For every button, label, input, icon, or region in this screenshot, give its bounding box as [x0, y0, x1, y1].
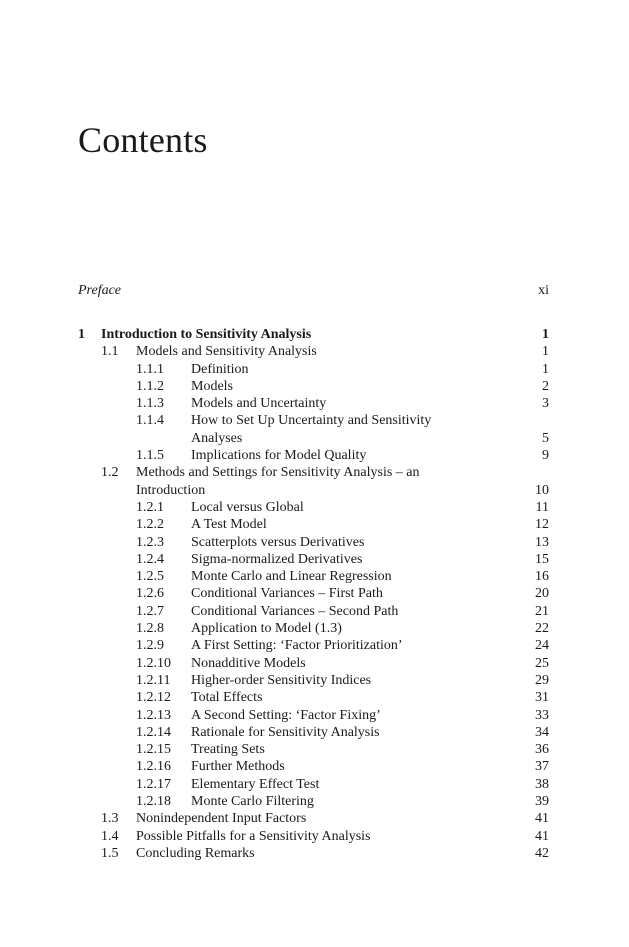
toc-entry-title: Total Effects	[191, 690, 263, 706]
toc-entry-page-number: 29	[535, 672, 549, 688]
toc-entry-title: Implications for Model Quality	[191, 448, 367, 464]
toc-entry-page-number: 41	[535, 811, 549, 827]
toc-entry-preface	[78, 282, 549, 300]
toc-entry-page-number: 34	[535, 724, 549, 740]
toc-entry-chapter	[78, 326, 549, 343]
toc-entry-subsection	[78, 793, 549, 810]
toc-entry-page-number: 20	[535, 586, 549, 602]
toc-entry-page-number: 33	[535, 707, 549, 723]
toc-entry-subsection	[78, 395, 549, 412]
toc-entry-title: Elementary Effect Test	[191, 776, 320, 792]
toc-entry-number: 1.1.5	[136, 448, 164, 464]
toc-entry-number: 1.3	[101, 811, 119, 827]
toc-entry-title: A Test Model	[191, 517, 267, 533]
toc-entry-subsection	[78, 672, 549, 689]
toc-entry-subsection	[78, 758, 549, 775]
toc-entry-subsection	[78, 568, 549, 585]
toc-entry-page-number: 16	[535, 569, 549, 585]
toc-entry-title: Models and Uncertainty	[191, 396, 327, 412]
toc-entry-page-number: 5	[542, 430, 549, 446]
toc-entry-section	[78, 828, 549, 845]
toc-entry-title: Higher-order Sensitivity Indices	[191, 672, 372, 688]
toc-entry-title: Introduction to Sensitivity Analysis	[101, 327, 312, 342]
toc-entry-subsection	[78, 620, 549, 637]
toc-entry-page-number: 21	[535, 603, 549, 619]
toc-entry-subsection	[78, 689, 549, 706]
toc-entry-number: 1.2.9	[136, 638, 164, 654]
toc-entry-title: Further Methods	[191, 759, 285, 775]
toc-entry-page-number: 31	[535, 690, 549, 706]
toc-entry-number: 1.2.14	[136, 724, 171, 740]
toc-entry-title: Models and Sensitivity Analysis	[136, 344, 317, 360]
toc-entry-number: 1.2.2	[136, 517, 164, 533]
toc-entry-number: 1.1	[101, 344, 119, 360]
toc-entry-subsection	[78, 655, 549, 672]
toc-entry-page-number: 1	[542, 327, 549, 342]
toc-entry-page-number: 37	[535, 759, 549, 775]
toc-entry-number: 1.2.15	[136, 742, 171, 758]
toc-entry-title: Local versus Global	[191, 499, 304, 515]
toc-entry-number: 1.4	[101, 828, 119, 844]
toc-entry-title: Monte Carlo and Linear Regression	[191, 569, 392, 585]
toc-entry-title: A Second Setting: ‘Factor Fixing’	[191, 707, 381, 723]
toc-entry-title: A First Setting: ‘Factor Prioritization’	[191, 638, 403, 654]
toc-entry-subsection	[78, 603, 549, 620]
toc-entry-title: Rationale for Sensitivity Analysis	[191, 724, 380, 740]
toc-entry-subsection	[78, 447, 549, 464]
toc-entry-section	[78, 343, 549, 360]
toc-entry-subsection	[78, 637, 549, 654]
toc-entry-title: Possible Pitfalls for a Sensitivity Analysis	[136, 828, 371, 844]
toc-entry-page-number: 1	[542, 344, 549, 360]
toc-entry-number: 1.2.11	[136, 672, 171, 688]
toc-entry-page-number: 1	[542, 361, 549, 377]
toc-entry-subsection	[78, 516, 549, 533]
toc-entry-page-number: 41	[535, 828, 549, 844]
toc-entry-number: 1.2.3	[136, 534, 164, 550]
toc-entry-subsection	[78, 707, 549, 724]
toc-entry-page-number: 15	[535, 551, 549, 567]
toc-entry-title: How to Set Up Uncertainty and Sensitivity Analyses	[191, 413, 432, 446]
toc-entry-subsection	[78, 585, 549, 602]
toc-entry-page-number: 3	[542, 396, 549, 412]
toc-entry-number: 1.2.1	[136, 499, 164, 515]
toc-entry-title: Models	[191, 378, 233, 394]
toc-entry-title: Methods and Settings for Sensitivity Analysis – an Introduction	[136, 465, 420, 498]
toc-entry-title: Conditional Variances – First Path	[191, 586, 383, 602]
toc-entry-subsection	[78, 361, 549, 378]
toc-entry-number: 1.2.4	[136, 551, 164, 567]
toc-entry-subsection	[78, 724, 549, 741]
preface-label: Preface	[78, 283, 122, 298]
toc-entry-number: 1.1.3	[136, 396, 164, 412]
toc-entry-number: 1.2.18	[136, 794, 171, 810]
toc-entry-number: 1.2.17	[136, 776, 171, 792]
toc-entry-title: Monte Carlo Filtering	[191, 794, 314, 810]
toc-entry-number: 1.2.16	[136, 759, 171, 775]
toc-entry-number: 1.2.12	[136, 690, 171, 706]
toc-entry-section	[78, 845, 549, 862]
toc-entry-number: 1.2.6	[136, 586, 164, 602]
toc-entry-page-number: 24	[535, 638, 549, 654]
toc-entry-number: 1.2	[101, 465, 119, 481]
toc-entry-title: Sigma-normalized Derivatives	[191, 551, 363, 567]
toc-entry-page-number: 11	[535, 499, 549, 515]
toc-entry-title: Conditional Variances – Second Path	[191, 603, 399, 619]
toc-entry-title: Scatterplots versus Derivatives	[191, 534, 365, 550]
toc-entry-subsection	[78, 499, 549, 516]
toc-entry-title: Nonadditive Models	[191, 655, 306, 671]
table-of-contents	[78, 326, 549, 862]
toc-entry-page-number: 2	[542, 378, 549, 394]
toc-entry-subsection	[78, 378, 549, 395]
toc-entry-subsection	[78, 412, 549, 447]
toc-entry-number: 1.1.2	[136, 378, 164, 394]
toc-entry-title: Application to Model (1.3)	[191, 621, 342, 637]
toc-entry-subsection	[78, 534, 549, 551]
toc-entry-title: Nonindependent Input Factors	[136, 811, 307, 827]
toc-entry-section	[78, 464, 549, 499]
toc-entry-subsection	[78, 551, 549, 568]
toc-entry-number: 1.2.7	[136, 603, 164, 619]
toc-entry-title: Concluding Remarks	[136, 845, 255, 861]
toc-entry-subsection	[78, 741, 549, 758]
toc-entry-page-number: 22	[535, 621, 549, 637]
toc-entry-page-number: 38	[535, 776, 549, 792]
toc-entry-subsection	[78, 776, 549, 793]
toc-entry-page-number: 12	[535, 517, 549, 533]
toc-entry-number: 1.2.13	[136, 707, 171, 723]
toc-entry-page-number: 36	[535, 742, 549, 758]
toc-entry-page-number: 25	[535, 655, 549, 671]
toc-entry-number: 1.5	[101, 845, 119, 861]
toc-entry-number: 1.1.4	[136, 413, 164, 429]
toc-entry-number: 1.2.8	[136, 621, 164, 637]
preface-page-number: xi	[538, 283, 549, 298]
toc-entry-page-number: 10	[535, 482, 549, 498]
toc-entry-number: 1.1.1	[136, 361, 164, 377]
toc-entry-number: 1.2.10	[136, 655, 171, 671]
toc-entry-title: Treating Sets	[191, 742, 265, 758]
toc-entry-number: 1	[78, 327, 85, 342]
toc-entry-page-number: 13	[535, 534, 549, 550]
toc-entry-section	[78, 810, 549, 827]
toc-entry-page-number: 39	[535, 794, 549, 810]
page-title: Contents	[78, 120, 208, 160]
toc-entry-number: 1.2.5	[136, 569, 164, 585]
toc-entry-title: Definition	[191, 361, 249, 377]
toc-entry-page-number: 42	[535, 845, 549, 861]
toc-entry-page-number: 9	[542, 448, 549, 464]
